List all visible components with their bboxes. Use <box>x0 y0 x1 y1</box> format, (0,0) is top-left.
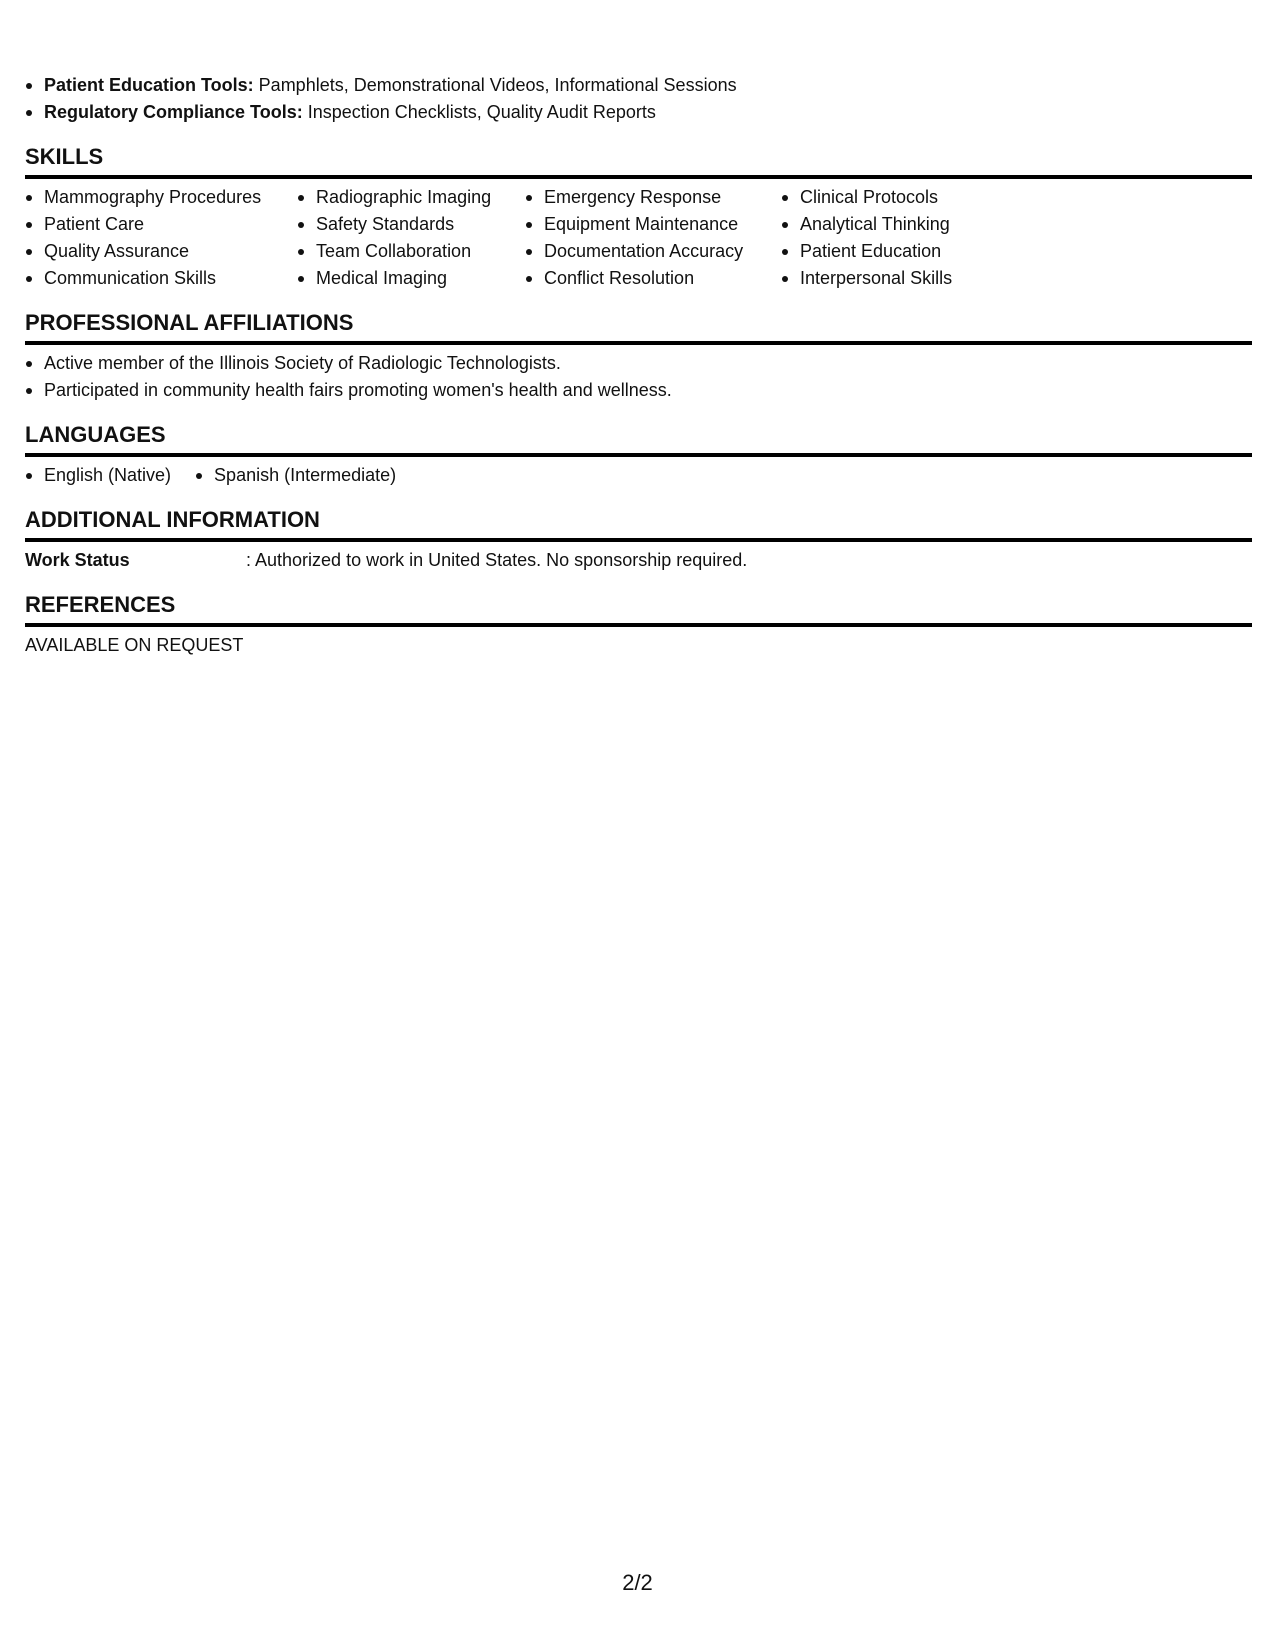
skill-item: Patient Education <box>781 238 1041 265</box>
affiliation-item: Active member of the Illinois Society of Radiologic Technologists. <box>25 350 1252 377</box>
tool-item-patient-education <box>25 72 1252 99</box>
additional-info-heading: ADDITIONAL INFORMATION <box>25 505 1252 542</box>
skills-column-1 <box>25 184 297 292</box>
skills-grid <box>25 184 1252 292</box>
work-status-value: : Authorized to work in United States. No sponsorship required. <box>246 550 748 570</box>
skill-item: Documentation Accuracy <box>525 238 781 265</box>
tool-label: Patient Education Tools: <box>44 75 254 95</box>
affiliations-list <box>25 350 1252 404</box>
affiliations-heading: PROFESSIONAL AFFILIATIONS <box>25 308 1252 345</box>
skill-item: Conflict Resolution <box>525 265 781 292</box>
skill-item: Analytical Thinking <box>781 211 1041 238</box>
references-text: AVAILABLE ON REQUEST <box>25 635 244 655</box>
tool-value: Pamphlets, Demonstrational Videos, Informational Sessions <box>253 75 737 95</box>
skills-column-4 <box>781 184 1041 292</box>
skill-item: Clinical Protocols <box>781 184 1041 211</box>
skill-item: Communication Skills <box>25 265 297 292</box>
resume-page <box>25 72 1252 659</box>
affiliation-item: Participated in community health fairs promoting women's health and wellness. <box>25 377 1252 404</box>
skill-item: Patient Care <box>25 211 297 238</box>
references-heading: REFERENCES <box>25 590 1252 627</box>
page-number: 2/2 <box>622 1570 653 1595</box>
skill-item: Medical Imaging <box>297 265 525 292</box>
languages-section <box>25 420 1252 489</box>
work-status-label: Work Status <box>25 550 130 570</box>
tool-label: Regulatory Compliance Tools: <box>44 102 303 122</box>
affiliations-section <box>25 308 1252 404</box>
skill-item: Team Collaboration <box>297 238 525 265</box>
references-section <box>25 590 1252 659</box>
skills-column-2 <box>297 184 525 292</box>
skill-item: Mammography Procedures <box>25 184 297 211</box>
language-item: Spanish (Intermediate) <box>195 462 396 489</box>
additional-info-section <box>25 505 1252 574</box>
skills-heading: SKILLS <box>25 142 1252 179</box>
languages-list <box>25 462 1252 489</box>
skills-column-3 <box>525 184 781 292</box>
language-item: English (Native) <box>25 462 171 489</box>
languages-heading: LANGUAGES <box>25 420 1252 457</box>
skill-item: Radiographic Imaging <box>297 184 525 211</box>
work-status-row <box>25 547 1252 574</box>
tool-value: Inspection Checklists, Quality Audit Reports <box>302 102 656 122</box>
skill-item: Equipment Maintenance <box>525 211 781 238</box>
skills-section <box>25 142 1252 292</box>
tools-list <box>25 72 1252 126</box>
skill-item: Quality Assurance <box>25 238 297 265</box>
skill-item: Safety Standards <box>297 211 525 238</box>
skill-item: Interpersonal Skills <box>781 265 1041 292</box>
tool-item-regulatory-compliance <box>25 99 1252 126</box>
skill-item: Emergency Response <box>525 184 781 211</box>
